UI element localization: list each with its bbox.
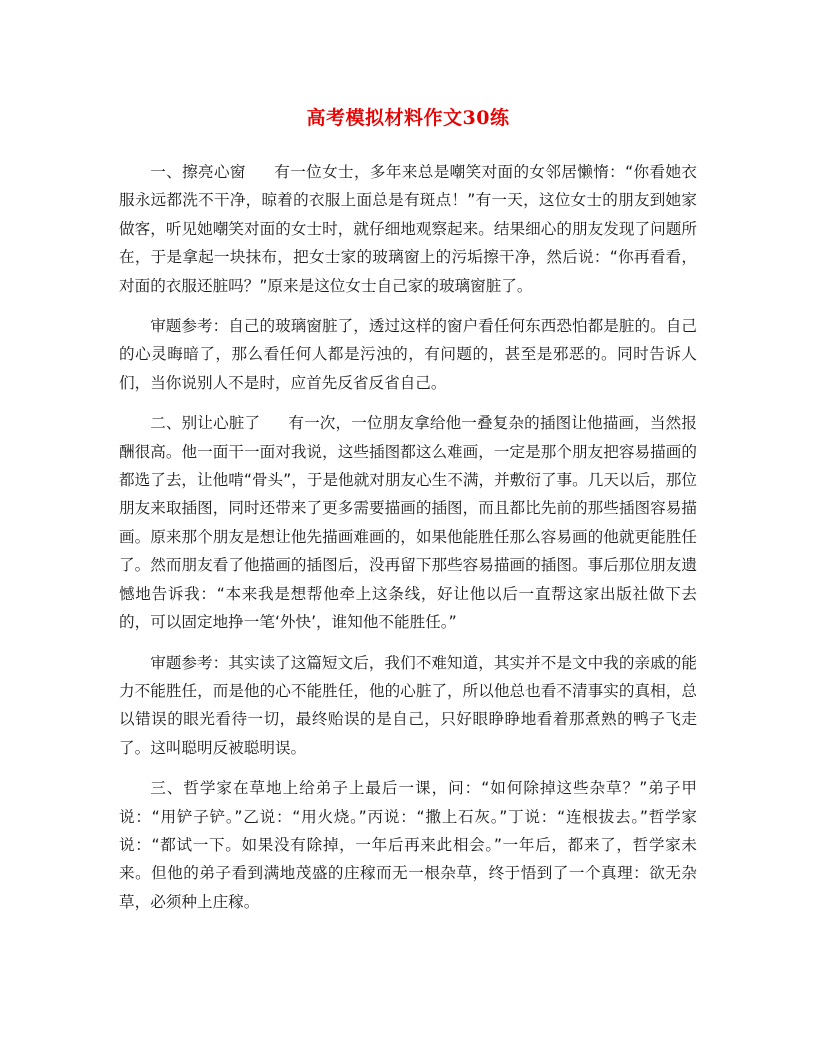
- document-body: [119, 158, 697, 928]
- paragraph-5: [119, 774, 697, 916]
- paragraph-3-heading: 二、别让心脏了: [150, 414, 261, 433]
- paragraph-5-text: 三、哲学家在草地上给弟子上最后一课，问：“如何除掉这些杂草？”弟子甲说：“用铲子铲。”乙说：“用火烧。”丙说：“撒上石灰。”丁说：“连根拔去。”哲学家说：“都试一下。如果没有除掉，一年后再来此相会。”一年后，都来了，哲学家未来。但他的弟子看到满地茂盛的庄稼而无一根杂草，终于悟到了一个真理：欲无杂草，必须种上庄稼。: [119, 779, 697, 911]
- paragraph-2-text: 审题参考：自己的玻璃窗脏了，透过这样的窗户看任何东西恐怕都是脏的。自己的心灵晦暗了，那么看任何人都是污浊的，有问题的，甚至是邪恶的。同时告诉人们，当你说别人不是时，应首先反省反省自己。: [119, 317, 697, 392]
- paragraph-2: [119, 312, 697, 397]
- paragraph-1-text: 有一位女士，多年来总是嘲笑对面的女邻居懒惰：“你看她衣服永远都洗不干净，晾着的衣服上面总是有斑点！”有一天，这位女士的朋友到她家做客，听见她嘲笑对面的女士时，就仔细地观察起来。结果细心的朋友发现了问题所在，于是拿起一块抹布，把女士家的玻璃窗上的污垢擦干净，然后说：“你再看看，对面的衣服还脏吗？”原来是这位女士自己家的玻璃窗脏了。: [119, 163, 697, 295]
- document-title: 高考模拟材料作文30练: [306, 107, 510, 129]
- paragraph-3: [119, 409, 697, 636]
- paragraph-1-heading: 一、擦亮心窗: [150, 163, 246, 181]
- paragraph-4-text: 审题参考：其实读了这篇短文后，我们不难知道，其实并不是文中我的亲戚的能力不能胜任，而是他的心不能胜任，他的心脏了，所以他总也看不清事实的真相，总以错误的眼光看待一切，最终贻误的是自己，只好眼睁睁地看着那煮熟的鸭子飞走了。这叫聪明反被聪明误。: [119, 653, 697, 757]
- paragraph-4: [119, 649, 697, 763]
- paragraph-3-text: 有一次，一位朋友拿给他一叠复杂的插图让他描画，当然报酬很高。他一面干一面对我说，这些插图都这么难画，一定是那个朋友把容易描画的都选了去，让他啃“骨头”，于是他就对朋友心生不满，并敷衍了事。几天以后，那位朋友来取插图，同时还带来了更多需要描画的插图，而且都比先前的那些插图容易描画。原来那个朋友是想让他先描画难画的，如果他能胜任那么容易画的他就更能胜任了。然而朋友看了他描画的插图后，没再留下那些容易描画的插图。事后那位朋友遗憾地告诉我：“本来我是想帮他牵上这条线，好让他以后一直帮这家出版社做下去的，可以固定地挣一笔‘外快’，谁知他不能胜任。”: [119, 414, 697, 632]
- paragraph-1: [119, 158, 697, 300]
